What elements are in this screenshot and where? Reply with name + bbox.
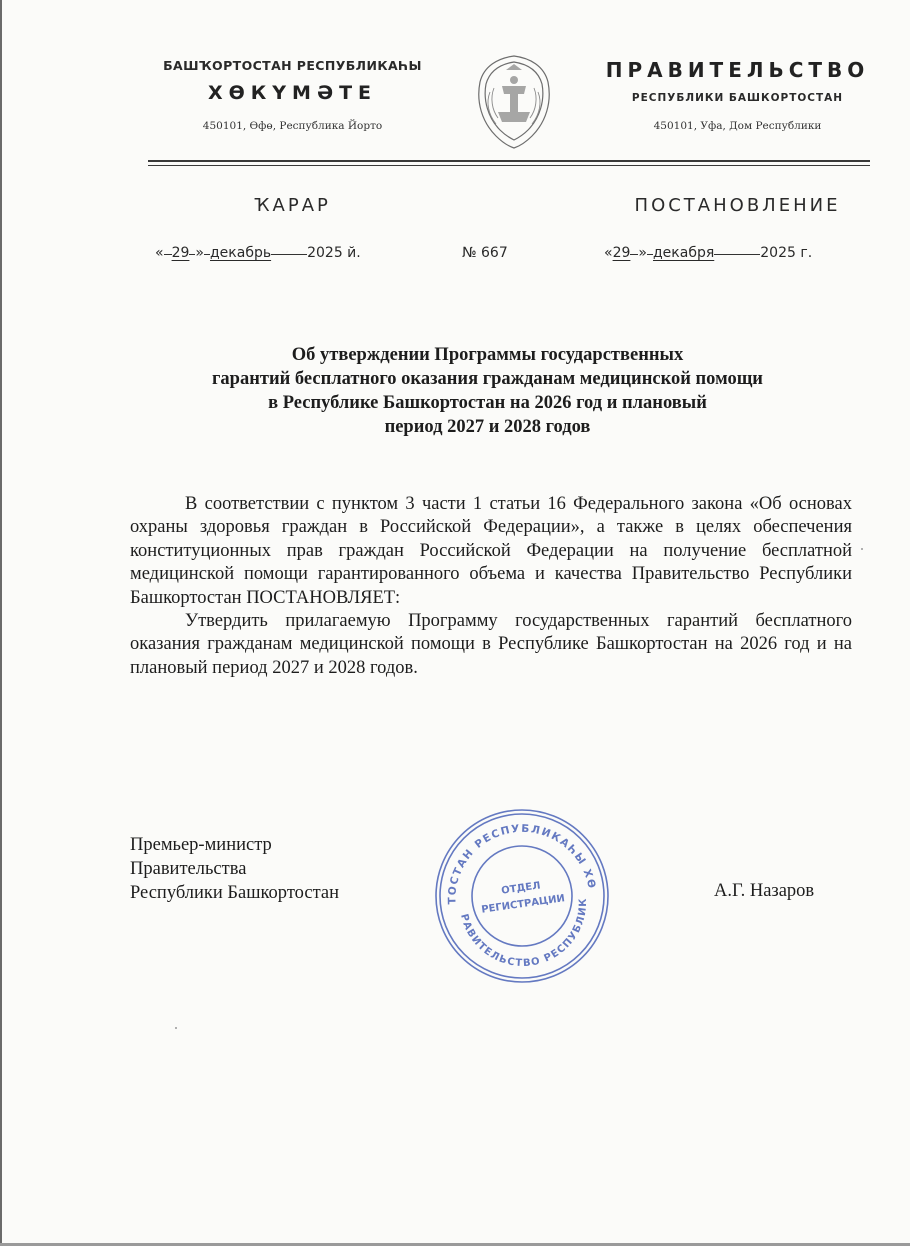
date-right-month: декабря [652, 245, 715, 261]
left-org-name: БАШҠОРТОСТАН РЕСПУБЛИКАҺЫ [163, 58, 422, 73]
svg-text:БАШКОРТОСТАН РЕСПУБЛИКАҺЫ ХӨКҮ: БАШКОРТОСТАН РЕСПУБЛИКАҺЫ ХӨКҮМӘТЕ [446, 822, 598, 905]
signatory-position [130, 833, 339, 905]
signatory-position-line: Премьер-министр [130, 835, 272, 855]
date-left: « 29 » декабрь 2025 й. [155, 245, 361, 261]
title-line: период 2027 и 2028 годов [384, 417, 591, 437]
body-paragraph-1: В соответствии с пунктом 3 части 1 статьи 16 Федерального закона «Об основах охраны здоровья граждан в Российской Федерации», а также в целях обеспечения конституционных прав граждан Российской Федерации на получение бесплатной медицинской помощи гарантированного объема и качества Правительство Республики Башкортостан ПОСТАНОВЛЯЕТ: [130, 494, 852, 608]
date-right: «29 » декабря 2025 г. [604, 245, 813, 261]
date-left-month: декабрь [209, 245, 272, 261]
left-address: 450101, Өфө, Республика Йорто [202, 120, 383, 132]
svg-text:РЕГИСТРАЦИИ: РЕГИСТРАЦИИ [480, 893, 566, 916]
scan-speck [175, 1027, 177, 1029]
header-divider-thick [148, 160, 870, 162]
title-line: Об утверждении Программы государственных [291, 345, 684, 365]
title-line: в Республике Башкортостан на 2026 год и плановый [268, 393, 707, 413]
decree-number: № 667 [462, 245, 508, 261]
date-right-day: 29 [612, 245, 631, 261]
letterhead-right [595, 58, 880, 132]
date-right-year: 2025 г. [760, 245, 813, 261]
document-body [130, 493, 852, 680]
letterhead-left [150, 58, 435, 132]
scan-edge [0, 0, 2, 1246]
registration-stamp [433, 807, 611, 985]
document-title [120, 343, 855, 439]
header-divider-thin [148, 165, 870, 166]
coat-of-arms-icon [472, 52, 556, 150]
signatory-name: А.Г. Назаров [714, 881, 815, 901]
decree-type-right: ПОСТАНОВЛЕНИЕ [634, 195, 841, 216]
date-left-day: 29 [171, 245, 190, 261]
scan-speck [861, 548, 863, 550]
svg-text:ОТДЕЛ: ОТДЕЛ [500, 880, 542, 897]
right-address: 450101, Уфа, Дом Республики [653, 120, 822, 132]
left-org-title: ХӨКҮМӘТЕ [207, 82, 378, 104]
right-org-name: РЕСПУБЛИКИ БАШКОРТОСТАН [631, 92, 844, 104]
signatory-position-line: Республики Башкортостан [130, 883, 340, 903]
svg-text:ПРАВИТЕЛЬСТВО РЕСПУБЛИКИ: ПРАВИТЕЛЬСТВО РЕСПУБЛИКИ [458, 897, 590, 970]
right-org-title: ПРАВИТЕЛЬСТВО [605, 58, 870, 82]
signatory-position-line: Правительства [130, 859, 247, 879]
date-left-year: 2025 й. [307, 245, 361, 261]
body-paragraph-2: Утвердить прилагаемую Программу государственных гарантий бесплатного оказания гражданам медицинской помощи в Республике Башкортостан на 2026 год и на плановый период 2027 и 2028 годов. [130, 611, 852, 678]
title-line: гарантий бесплатного оказания гражданам медицинской помощи [212, 369, 763, 389]
decree-type-left: ҠАРАР [254, 195, 331, 216]
